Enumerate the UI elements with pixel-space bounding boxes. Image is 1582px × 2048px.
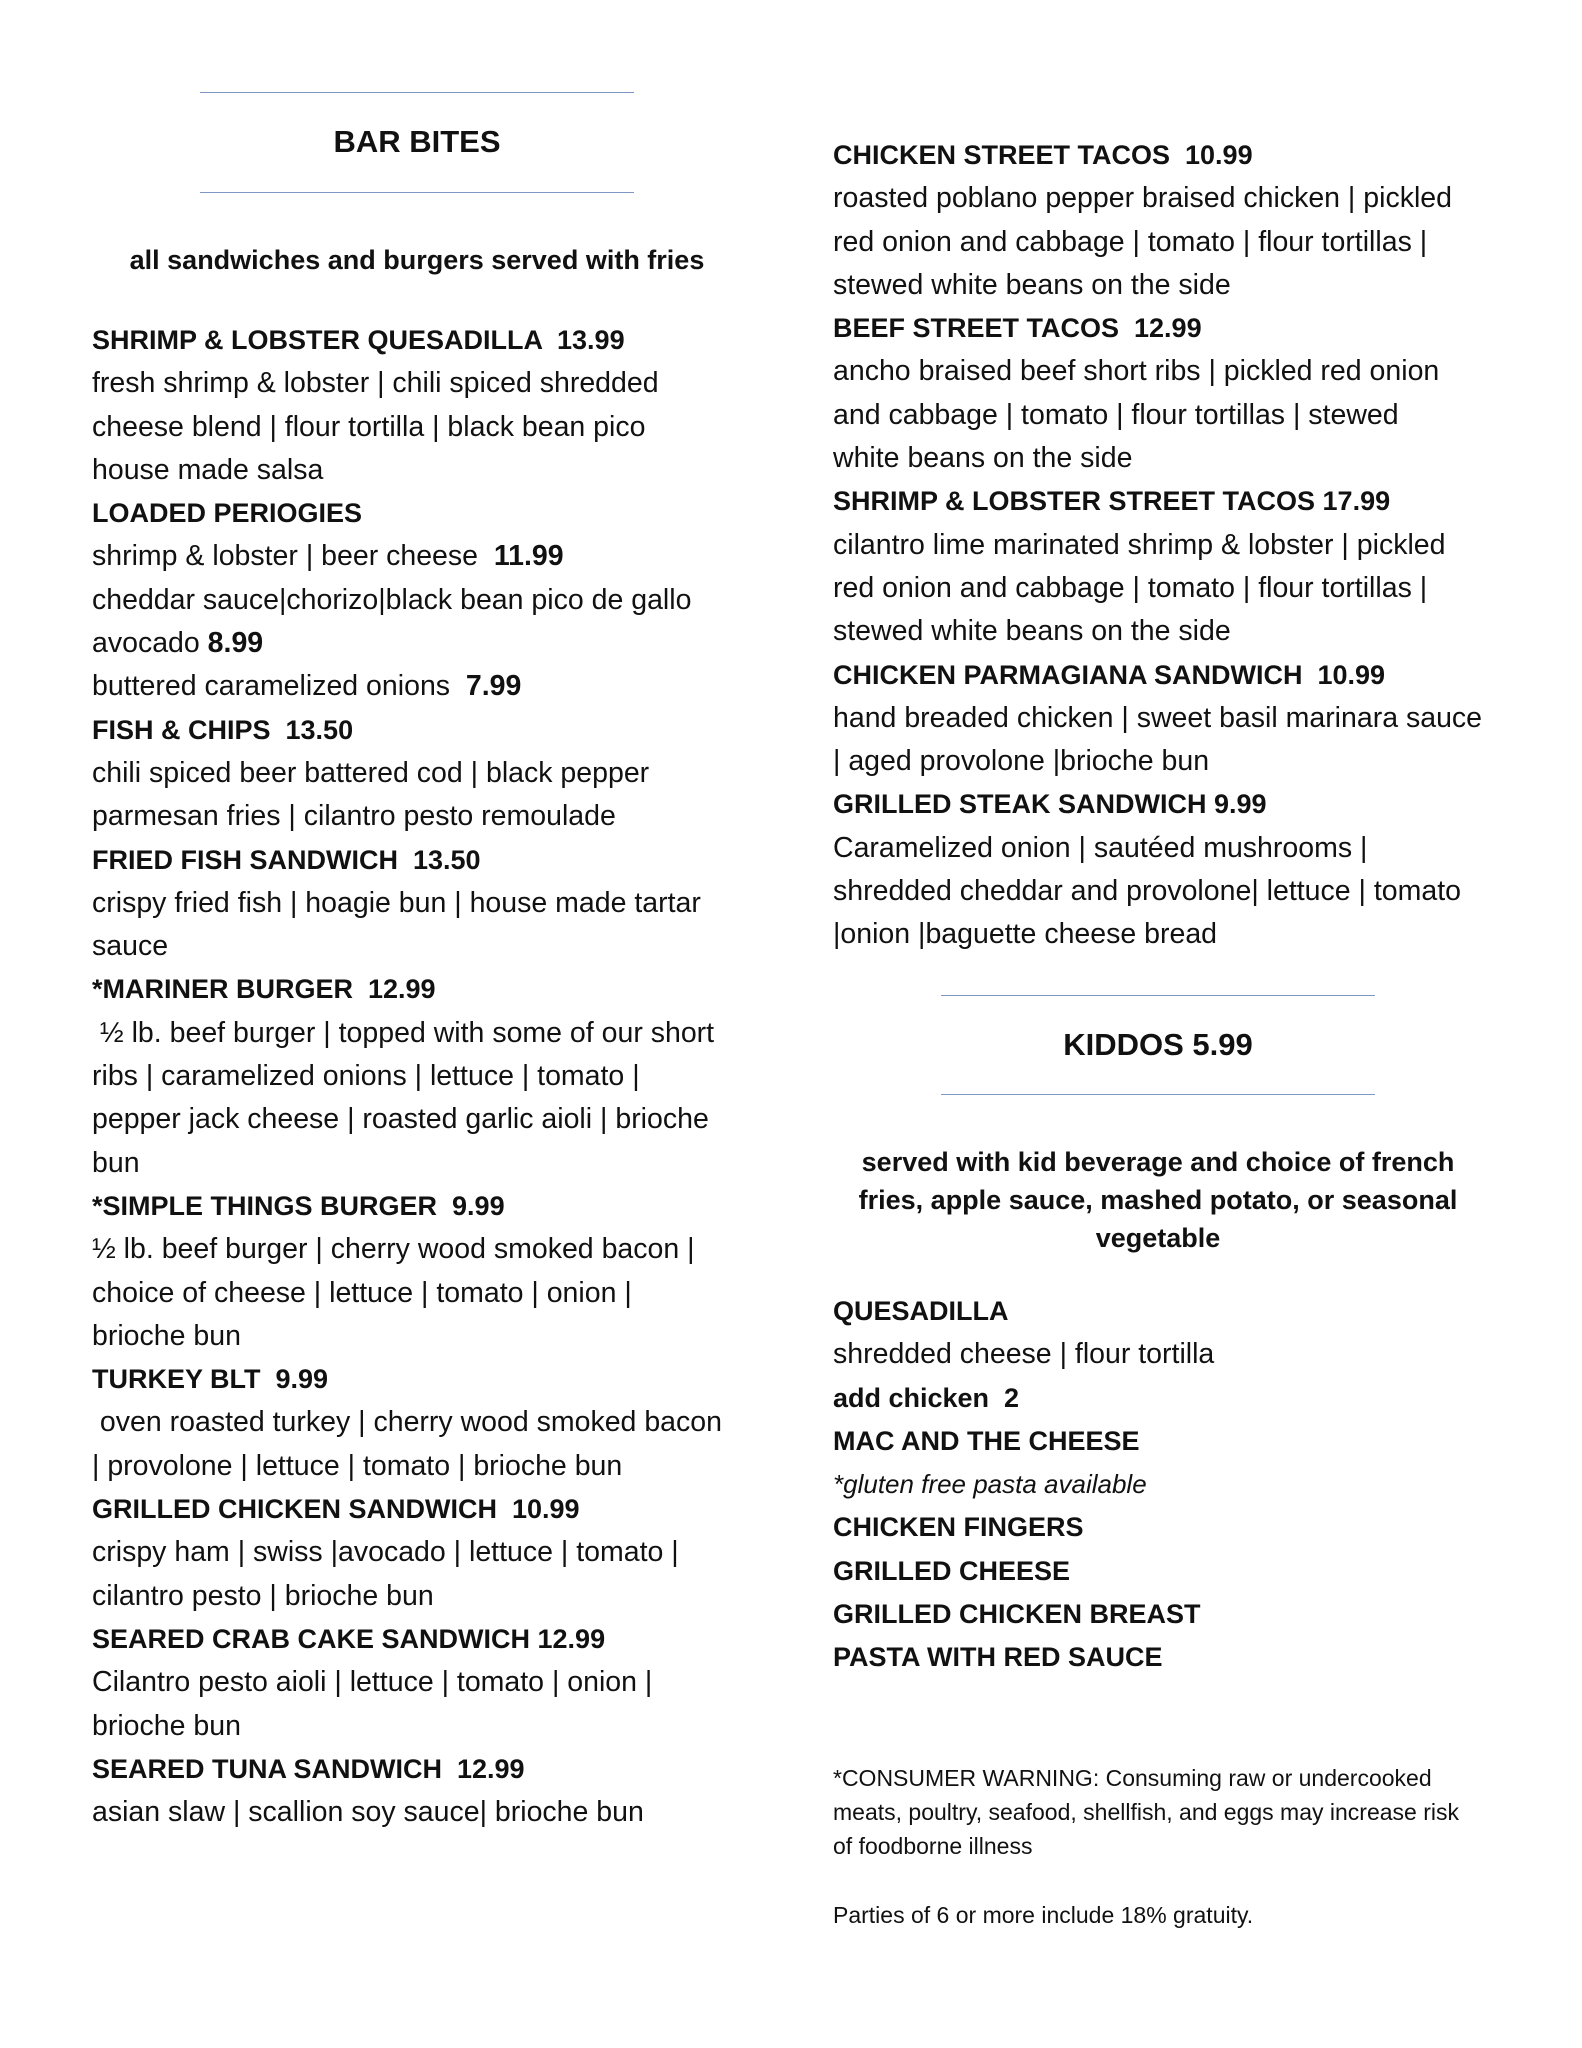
bar-bites-line [92,492,722,535]
bar-bites-note: all sandwiches and burgers served with fries [129,245,705,275]
menu-line [833,524,1482,567]
bar-bites-line [92,1791,722,1834]
bar-bites-line-text: TURKEY BLT 9.99 [92,1364,329,1395]
bar-bites-line [92,1315,722,1358]
bar-bites-line [92,1012,722,1055]
menu-line [833,913,1482,956]
bar-bites-line [92,1098,722,1141]
bar-bites-line [92,579,722,622]
menu-line-text: |onion |baguette cheese bread [833,918,1218,951]
bar-bites-line-text: buttered caramelized onions [92,670,466,703]
menu-line-text: and cabbage | tomato | flour tortillas | stewed [833,398,1399,431]
kiddos-line-text: add chicken 2 [833,1382,1020,1413]
price: 11.99 [493,540,564,573]
menu-line-text: SHRIMP & LOBSTER STREET TACOS 17.99 [833,486,1391,517]
menu-line-text: red onion and cabbage | tomato | flour tortillas | [833,225,1428,258]
kiddos-note-line: fries, apple sauce, mashed potato, or seasonal [858,1185,1458,1215]
consumer-warning [833,1761,1513,1863]
menu-line [833,480,1482,523]
bar-bites-line [92,535,722,578]
bar-bites-line [92,406,722,449]
bar-bites-line [92,1185,722,1228]
bar-bites-line [92,449,722,492]
bar-bites-line-text: brioche bun [92,1319,241,1352]
bar-bites-line [92,1748,722,1791]
bar-bites-line [92,1531,722,1574]
kiddos-line-text: GRILLED CHICKEN BREAST [833,1599,1201,1630]
bar-bites-line [92,1358,722,1401]
menu-line [833,134,1482,177]
menu-line [833,437,1482,480]
bar-bites-line [92,882,722,925]
kiddos-note-line: vegetable [1095,1223,1221,1253]
menu-line-text: GRILLED STEAK SANDWICH 9.99 [833,789,1267,820]
kiddos-line-text: *gluten free pasta available [833,1469,1147,1500]
bar-bites-line-text: SHRIMP & LOBSTER QUESADILLA 13.99 [92,325,625,355]
menu-line [833,394,1482,437]
price: 7.99 [465,670,522,703]
menu-line [833,740,1482,783]
menu-line-text: hand breaded chicken | sweet basil marinara sauce [833,701,1483,734]
warning-line: of foodborne illness [833,1833,1033,1859]
bar-bites-line-text: SEARED CRAB CAKE SANDWICH 12.99 [92,1623,606,1654]
bar-bites-line-text: *SIMPLE THINGS BURGER 9.99 [92,1190,505,1221]
bar-bites-line [92,709,722,752]
bar-bites-line-text: cilantro pesto | brioche bun [92,1579,434,1612]
bar-bites-line-text: oven roasted turkey | cherry wood smoked bacon [92,1406,722,1439]
kiddos-note-line: served with kid beverage and choice of french [861,1147,1455,1177]
divider-top [200,92,634,93]
menu-line [833,610,1482,653]
bar-bites-line-text: parmesan fries | cilantro pesto remoulade [92,800,616,833]
divider-bottom [200,192,634,193]
kiddos-line [833,1420,1214,1463]
menu-line-text: shredded cheddar and provolone| lettuce | tomato [833,875,1461,908]
bar-bites-line-text: asian slaw | scallion soy sauce| brioche bun [92,1796,644,1829]
kiddos-line-text: shredded cheese | flour tortilla [833,1338,1215,1371]
kiddos-line [833,1463,1214,1506]
kiddos-divider-bottom [941,1094,1375,1095]
bar-bites-line-text: SEARED TUNA SANDWICH 12.99 [92,1753,525,1784]
kiddos-line-text: MAC AND THE CHEESE [833,1425,1140,1456]
bar-bites-line [92,1055,722,1098]
bar-bites-line [92,839,722,882]
bar-bites-line [92,968,722,1011]
bar-bites-line [92,319,722,362]
menu-line [833,870,1482,913]
bar-bites-line-text: ½ lb. beef burger | cherry wood smoked bacon | [92,1233,695,1266]
bar-bites-line-text: house made salsa [92,453,324,486]
bar-bites-line [92,1272,722,1315]
bar-bites-line-text: cheese blend | flour tortilla | black bean pico [92,410,646,443]
bar-bites-line-text: FISH & CHIPS 13.50 [92,714,354,745]
bar-bites-list [92,319,722,1834]
bar-bites-line [92,1445,722,1488]
bar-bites-line-text: shrimp & lobster | beer cheese [92,540,494,573]
bar-bites-title: BAR BITES [333,124,501,159]
kiddos-line [833,1333,1214,1376]
menu-line [833,654,1482,697]
kiddos-line [833,1506,1214,1549]
menu-line [833,827,1482,870]
menu-line-text: cilantro lime marinated shrimp & lobster | pickled [833,528,1446,561]
bar-bites-line-text: choice of cheese | lettuce | tomato | onion | [92,1276,632,1309]
kiddos-line [833,1593,1214,1636]
bar-bites-line-text: brioche bun [92,1709,241,1742]
bar-bites-line-text: pepper jack cheese | roasted garlic aioli | brioche [92,1103,709,1136]
bar-bites-line [92,1575,722,1618]
menu-line-text: Caramelized onion | sautéed mushrooms | [833,831,1368,864]
bar-bites-line [92,1661,722,1704]
menu-line [833,307,1482,350]
bar-bites-line [92,1705,722,1748]
bar-bites-line-text: ½ lb. beef burger | topped with some of our short [92,1016,715,1049]
bar-bites-line-text: cheddar sauce|chorizo|black bean pico de gallo [92,583,692,616]
kiddos-line-text: PASTA WITH RED SAUCE [833,1642,1163,1673]
kiddos-note [833,1143,1483,1257]
menu-line [833,221,1482,264]
menu-line-text: stewed white beans on the side [833,268,1231,301]
kiddos-line-text: QUESADILLA [833,1296,1009,1326]
menu-line-text: white beans on the side [833,442,1133,475]
kiddos-line-text: CHICKEN FINGERS [833,1512,1084,1543]
bar-bites-line [92,1228,722,1271]
bar-bites-line [92,795,722,838]
menu-line [833,567,1482,610]
bar-bites-line-text: LOADED PERIOGIES [92,498,363,529]
bar-bites-line [92,925,722,968]
kiddos-line [833,1290,1214,1333]
warning-line: meats, poultry, seafood, shellfish, and eggs may increase risk [833,1799,1459,1825]
menu-line-text: red onion and cabbage | tomato | flour tortillas | [833,571,1428,604]
kiddos-list [833,1290,1214,1680]
bar-bites-line [92,362,722,405]
menu-line [833,264,1482,307]
warning-line: *CONSUMER WARNING: Consuming raw or undercooked [833,1765,1432,1791]
bar-bites-line-text: avocado [92,627,208,660]
bar-bites-line-text: chili spiced beer battered cod | black pepper [92,756,650,789]
menu-line [833,697,1482,740]
kiddos-line [833,1377,1214,1420]
bar-bites-line [92,665,722,708]
menu-line-text: CHICKEN STREET TACOS 10.99 [833,140,1253,170]
kiddos-line [833,1550,1214,1593]
kiddos-line-text: GRILLED CHEESE [833,1555,1071,1586]
menu-line-text: stewed white beans on the side [833,615,1231,648]
bar-bites-line [92,752,722,795]
menu-line [833,783,1482,826]
price: 8.99 [207,627,264,660]
menu-line-text: roasted poblano pepper braised chicken | pickled [833,182,1452,215]
kiddos-title: KIDDOS 5.99 [1063,1027,1253,1062]
menu-line-text: ancho braised beef short ribs | pickled red onion [833,355,1440,388]
bar-bites-line [92,1401,722,1444]
bar-bites-line [92,1488,722,1531]
menu-line [833,350,1482,393]
bar-bites-line-text: *MARINER BURGER 12.99 [92,974,436,1005]
gratuity-note: Parties of 6 or more include 18% gratuity. [833,1902,1254,1928]
menu-line-text: CHICKEN PARMAGIANA SANDWICH 10.99 [833,659,1386,690]
bar-bites-line [92,1142,722,1185]
bar-bites-line-text: ribs | caramelized onions | lettuce | tomato | [92,1060,640,1093]
bar-bites-line [92,622,722,665]
bar-bites-line-text: bun [92,1146,140,1179]
kiddos-divider-top [941,995,1375,996]
bar-bites-line-text: GRILLED CHICKEN SANDWICH 10.99 [92,1494,580,1525]
bar-bites-line-text: fresh shrimp & lobster | chili spiced shredded [92,367,659,400]
bar-bites-line-text: crispy ham | swiss |avocado | lettuce | tomato | [92,1536,679,1569]
bar-bites-line [92,1618,722,1661]
menu-line [833,177,1482,220]
kiddos-line [833,1636,1214,1679]
tacos-sandwiches-list [833,134,1482,957]
bar-bites-line-text: Cilantro pesto aioli | lettuce | tomato | onion | [92,1666,653,1699]
bar-bites-line-text: crispy fried fish | hoagie bun | house made tartar [92,886,701,919]
menu-line-text: BEEF STREET TACOS 12.99 [833,313,1202,344]
bar-bites-line-text: | provolone | lettuce | tomato | brioche bun [92,1449,623,1482]
menu-line-text: | aged provolone |brioche bun [833,745,1210,778]
bar-bites-line-text: FRIED FISH SANDWICH 13.50 [92,844,481,875]
bar-bites-line-text: sauce [92,930,169,963]
